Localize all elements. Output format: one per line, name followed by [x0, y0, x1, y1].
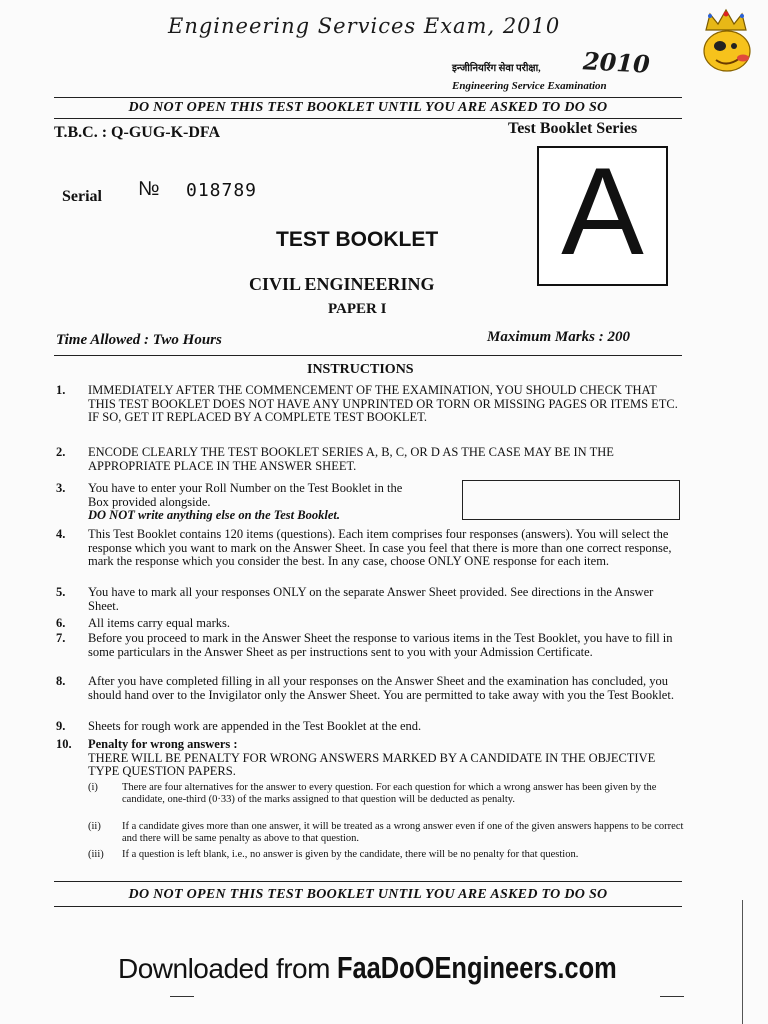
serial-no-sign: №	[138, 178, 160, 200]
bottom-rule-2	[54, 906, 682, 907]
penalty-point	[88, 821, 684, 845]
instruction-number: 8.	[56, 674, 66, 688]
roll-number-box[interactable]	[462, 480, 680, 520]
instruction-number: 4.	[56, 527, 66, 541]
instruction-emphasis: THERE WILL BE PENALTY FOR WRONG ANSWERS MARKED BY A CANDIDATE IN THE OBJECTIVE TYPE QUESTION PAPERS.	[88, 750, 656, 778]
instruction-text: All items carry equal marks.	[88, 616, 230, 630]
instruction-emphasis: DO NOT write anything else on the Test Booklet.	[88, 508, 340, 522]
page-edge	[742, 900, 743, 1024]
series-letter: A	[561, 143, 644, 281]
handwritten-year: 2010	[582, 46, 651, 79]
instruction-number: 7.	[56, 631, 66, 645]
penalty-point	[88, 849, 684, 861]
instruction-text: Sheets for rough work are appended in the Test Booklet at the end.	[88, 719, 422, 733]
instruction-item	[56, 384, 682, 425]
instruction-item	[56, 482, 416, 523]
series-label: Test Booklet Series	[508, 120, 638, 137]
warning-bottom: DO NOT OPEN THIS TEST BOOKLET UNTIL YOU ARE ASKED TO DO SO	[128, 887, 608, 902]
footer-prefix: Downloaded from	[118, 953, 338, 984]
serial-label: Serial	[62, 188, 102, 205]
tbc-code: T.B.C. : Q-GUG-K-DFA	[54, 124, 221, 141]
instruction-number: 3.	[56, 481, 66, 495]
instruction-text: You have to mark all your responses ONLY on the separate Answer Sheet provided. See directions in the Answer Sheet.	[88, 585, 654, 613]
stamp-english: Engineering Service Examination	[452, 80, 607, 92]
instruction-item	[56, 632, 682, 659]
serial-number: 018789	[186, 180, 258, 201]
instruction-text: ENCODE CLEARLY THE TEST BOOKLET SERIES A, B, C, OR D AS THE CASE MAY BE IN THE APPROPRIATE PLACE IN THE ANSWER SHEET.	[88, 445, 614, 473]
scan-mark	[660, 996, 684, 997]
instruction-text: Before you proceed to mark in the Answer Sheet the response to various items in the Test Booklet, you have to fill in some particulars in the Answer Sheet as per instructions sent to you with your Admission Certificate.	[88, 631, 673, 659]
warning-top: DO NOT OPEN THIS TEST BOOKLET UNTIL YOU ARE ASKED TO DO SO	[128, 100, 608, 115]
hindi-stamp: इन्जीनियरिंग सेवा परीक्षा,	[452, 63, 541, 74]
instruction-number: 9.	[56, 719, 66, 733]
penalty-text: If a question is left blank, i.e., no answer is given by the candidate, there will be no penalty for that question.	[122, 849, 579, 860]
scan-mark	[170, 996, 194, 997]
instruction-number: 10.	[56, 737, 72, 751]
instruction-number: 6.	[56, 616, 66, 630]
instruction-item	[56, 720, 682, 734]
instruction-item	[56, 528, 682, 569]
instruction-number: 2.	[56, 445, 66, 459]
top-rule-2	[54, 118, 682, 119]
max-marks: Maximum Marks : 200	[487, 329, 630, 345]
footer-site-link[interactable]: FaaDoOEngineers.com	[337, 950, 617, 985]
mascot-logo-icon	[696, 8, 758, 74]
penalty-number: (ii)	[88, 821, 101, 832]
top-rule	[54, 97, 682, 98]
instruction-item	[56, 446, 682, 473]
instruction-text: You have to enter your Roll Number on the Test Booklet in the Box provided alongside.	[88, 481, 403, 509]
instructions-heading: INSTRUCTIONS	[307, 362, 414, 377]
instruction-text: IMMEDIATELY AFTER THE COMMENCEMENT OF THE EXAMINATION, YOU SHOULD CHECK THAT THIS TEST BOOKLET DOES NOT HAVE ANY UNPRINTED OR TORN OR MISSING PAGES OR ITEMS ETC. IF SO, GET IT REPLACED BY A COMPLETE TEST BOOKLET.	[88, 383, 678, 424]
instruction-item	[56, 675, 682, 702]
paper-title: PAPER I	[328, 301, 387, 317]
subject-title: CIVIL ENGINEERING	[249, 274, 435, 294]
instruction-text: Penalty for wrong answers :	[88, 737, 238, 751]
penalty-number: (i)	[88, 782, 98, 793]
instruction-item	[56, 738, 682, 779]
penalty-number: (iii)	[88, 849, 104, 860]
penalty-text: If a candidate gives more than one answer, it will be treated as a wrong answer even if one of the given answers happens to be correct and there will be same penalty as above to that question.	[122, 821, 684, 844]
instruction-item	[56, 617, 682, 631]
penalty-point	[88, 782, 684, 806]
instruction-item	[56, 586, 682, 613]
instruction-number: 1.	[56, 383, 66, 397]
instruction-text: After you have completed filling in all your responses on the Answer Sheet and the examination has concluded, you should hand over to the Invigilator only the Answer Sheet. You are permitted to take away with you the Test Booklet.	[88, 674, 674, 702]
instruction-number: 5.	[56, 585, 66, 599]
penalty-text: There are four alternatives for the answer to every question. For each question for which a wrong answer has been given by the candidate, one-third (0·33) of the marks assigned to that question will be deducted as penalty.	[122, 782, 657, 805]
booklet-title: TEST BOOKLET	[276, 228, 439, 251]
time-allowed: Time Allowed : Two Hours	[56, 332, 222, 348]
mid-rule	[54, 355, 682, 356]
handwritten-title: Engineering Services Exam, 2010	[168, 14, 561, 38]
bottom-rule	[54, 881, 682, 882]
instruction-text: This Test Booklet contains 120 items (questions). Each item comprises four responses (answers). You will select the response which you want to mark on the Answer Sheet. In case you feel that there is more than one correct response, mark the response which you consider the best. In any case, choose ONLY ONE response for each item.	[88, 527, 672, 568]
download-footer	[118, 950, 678, 986]
